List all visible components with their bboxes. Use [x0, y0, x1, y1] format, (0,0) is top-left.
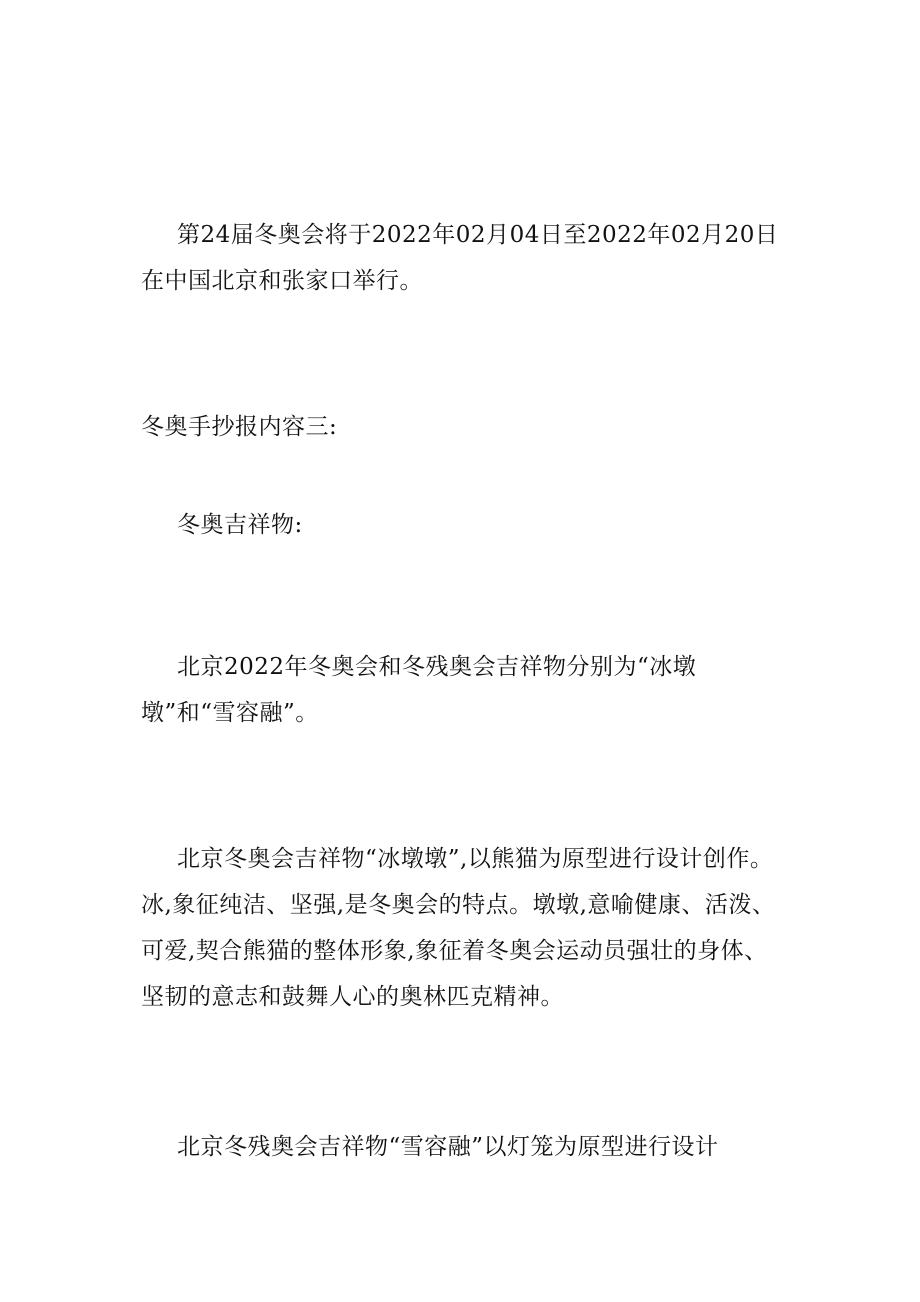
paragraph-olympics-dates: 第24届冬奥会将于2022年02月04日至2022年02月20日在中国北京和张家口举行。 [141, 222, 779, 294]
subheading-mascots: 冬奥吉祥物: [177, 512, 303, 538]
paragraph-mascot-names: 北京2022年冬奥会和冬残奥会吉祥物分别为“冰墩墩”和“雪容融”。 [141, 654, 697, 726]
section-heading-content-three: 冬奥手抄报内容三: [141, 414, 338, 440]
paragraph-shuey-rhon-rhon: 北京冬残奥会吉祥物“雪容融”以灯笼为原型进行设计 [177, 1134, 719, 1160]
paragraph-bing-dwen-dwen: 北京冬奥会吉祥物“冰墩墩”,以熊猫为原型进行设计创作。冰,象征纯洁、坚强,是冬奥会的特点。墩墩,意喻健康、活泼、可爱,契合熊猫的整体形象,象征着冬奥会运动员强壮的身体、坚韧的意志和鼓舞人心的奥林匹克精神。 [141, 846, 776, 1010]
